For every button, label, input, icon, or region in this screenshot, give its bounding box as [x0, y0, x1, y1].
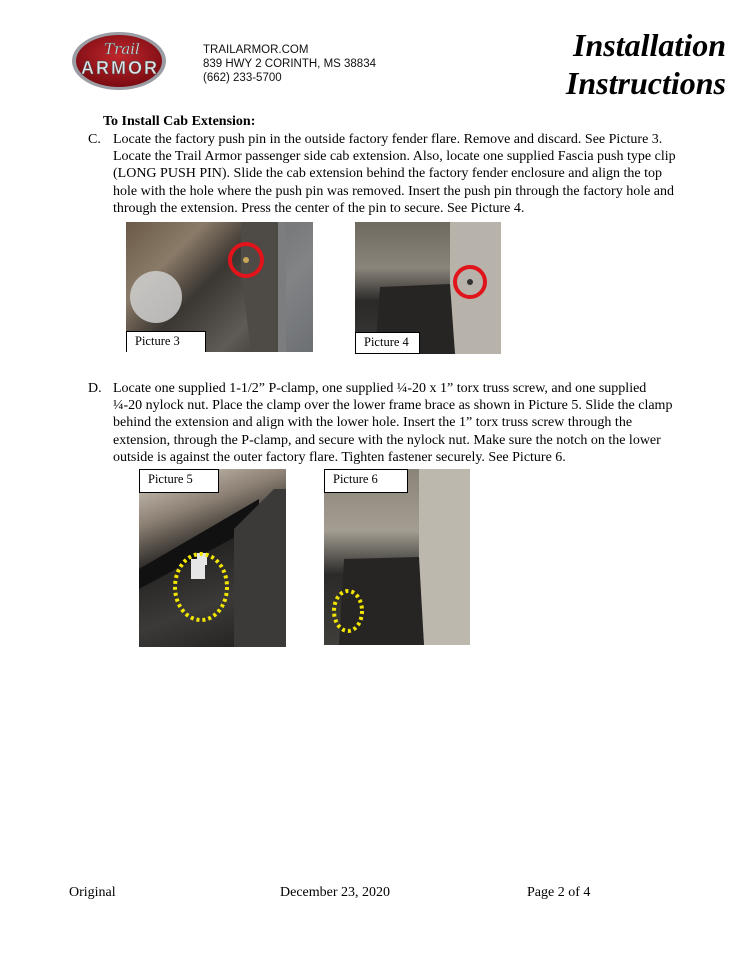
logo-text-armor: ARMOR — [81, 58, 157, 78]
step-text: Locate the factory push pin in the outside factory fender flare. Remove and discard. See Picture 3. Locate the Trail Armor passenger side cab extension. Also, locate one supplied Fascia push type clip (LONG PUSH PIN). Slide the cab extension behind the factory fender enclosure and align the top hole with the hole where the push pin was removed. Insert the push pin through the factory hole and through the extension. Press the center of the pin to secure. See Picture 4. — [113, 132, 676, 216]
picture-3-photo — [126, 222, 313, 352]
step-d — [88, 380, 678, 466]
picture-4-caption: Picture 4 — [355, 332, 420, 354]
step-letter: D. — [88, 381, 102, 396]
title-line-1: Installation — [573, 27, 726, 63]
contact-info — [203, 43, 376, 85]
footer-date: December 23, 2020 — [280, 885, 391, 900]
picture-4-photo — [355, 222, 501, 354]
footer-page-number: Page 2 of 4 — [527, 885, 591, 900]
picture-5-photo — [139, 469, 286, 647]
website: TRAILARMOR.COM — [203, 44, 309, 56]
phone: (662) 233-5700 — [203, 72, 282, 84]
picture-5-caption: Picture 5 — [139, 469, 219, 493]
step-letter: C. — [88, 132, 101, 147]
picture-3-caption: Picture 3 — [126, 331, 206, 352]
section-heading: To Install Cab Extension: — [103, 114, 256, 129]
title-line-2: Instructions — [565, 65, 726, 101]
step-text: Locate one supplied 1-1/2” P-clamp, one supplied ¼-20 x 1” torx truss screw, and one supplied ¼-20 nylock nut. Place the clamp over the lower frame brace as shown in Picture 5. Slide the clamp behind the extension and align with the lower hole. Insert the 1” torx truss screw through the extension, through the P-clamp, and secure with the nylock nut. Make sure the notch on the lower outside is against the outer factory flare. Tighten fastener securely. See Picture 6. — [113, 381, 673, 465]
picture-6-caption: Picture 6 — [324, 469, 408, 493]
footer-revision: Original — [69, 885, 116, 900]
picture-6-photo — [324, 469, 470, 645]
step-c — [88, 131, 678, 217]
document-title — [566, 26, 726, 102]
logo-text-trail: Trail — [104, 40, 140, 58]
trail-armor-logo — [70, 30, 168, 92]
address: 839 HWY 2 CORINTH, MS 38834 — [203, 58, 376, 70]
